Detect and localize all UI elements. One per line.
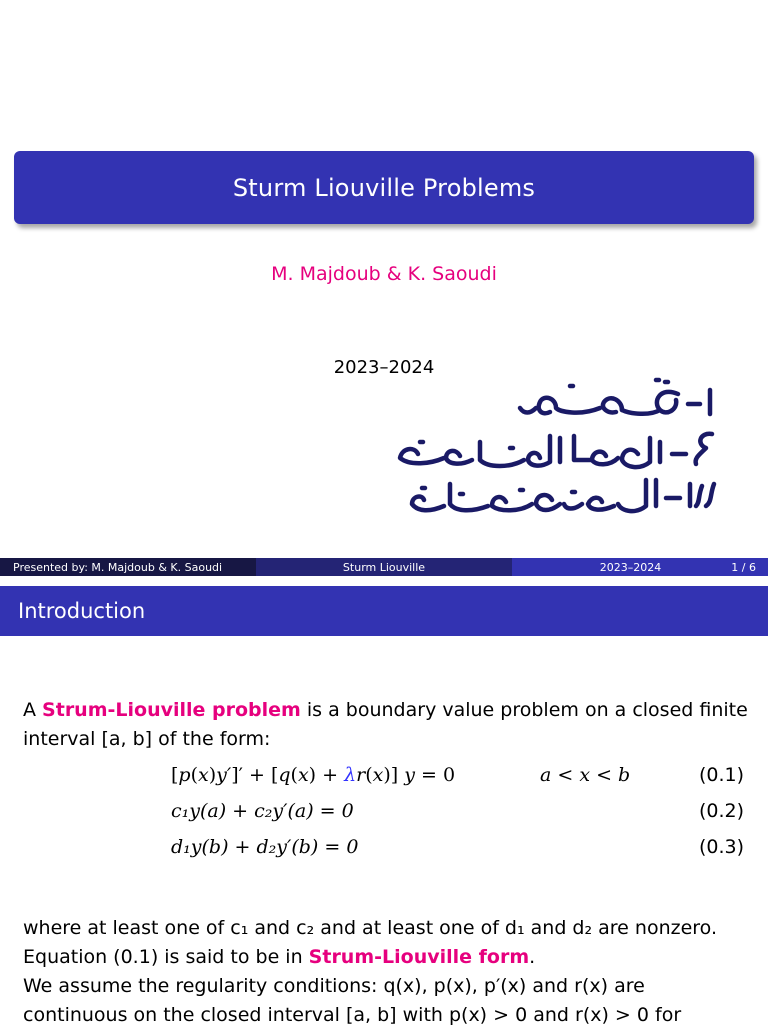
equation-row [0, 794, 768, 830]
footer-date: 2023–2024 [599, 560, 662, 574]
handwritten-line-1 [520, 380, 710, 414]
equation-number: (0.1) [698, 764, 744, 786]
text-span: Equation (0.1) is said to be in [23, 946, 309, 968]
equation-lhs: c₁y(a) + c₂y′(a) = 0 [171, 800, 354, 822]
footer-presenter [0, 558, 256, 576]
equation-number: (0.2) [698, 800, 744, 822]
title-banner [14, 151, 754, 224]
frame-title: Introduction [18, 599, 146, 623]
intro-text-end: is a boundary value problem on a closed finite interval [a, b] of the form: [23, 699, 748, 750]
presentation-title: Sturm Liouville Problems [232, 173, 536, 202]
equation-lhs: d₁y(b) + d₂y′(b) = 0 [171, 836, 359, 858]
equation-lhs: [p(x)y′]′ + [q(x) + λr(x)] y = 0 [171, 764, 456, 786]
footer-presenter-text: Presented by: M. Majdoub & K. Saoudi [13, 560, 223, 574]
presentation-date: 2023–2024 [333, 357, 435, 378]
equation-number: (0.3) [698, 836, 744, 858]
conditions-paragraph [23, 914, 753, 1030]
authors: M. Majdoub & K. Saoudi [271, 263, 497, 285]
equation-row [0, 830, 768, 866]
handwritten-line-3 [412, 480, 714, 511]
paragraph-line [23, 943, 753, 972]
intro-text-start: A [23, 699, 43, 721]
equation-condition: a < x < b [540, 764, 631, 786]
intro-paragraph [23, 696, 753, 754]
handwritten-arabic-annotation [360, 372, 740, 527]
equation-block [0, 758, 768, 866]
text-span: . [529, 946, 536, 968]
footer-info [512, 558, 768, 576]
footer-short-title-text: Sturm Liouville [342, 560, 426, 574]
handwritten-line-2 [400, 434, 712, 467]
paragraph-line: continuous on the closed interval [a, b] with p(x) > 0 and r(x) > 0 for [23, 1004, 682, 1026]
highlight-term: Strum-Liouville form [308, 946, 530, 968]
footer-short-title [256, 558, 512, 576]
paragraph-line: where at least one of c₁ and c₂ and at least one of d₁ and d₂ are nonzero. [23, 917, 718, 939]
introduction-slide [0, 576, 768, 1024]
paragraph-line: We assume the regularity conditions: q(x), p(x), p′(x) and r(x) are [23, 975, 645, 997]
intro-highlight-term: Strum-Liouville problem [42, 699, 301, 721]
slide-footer [0, 558, 768, 576]
equation-row [0, 758, 768, 794]
frame-title-bar [0, 586, 768, 636]
footer-page-number: 1 / 6 [731, 560, 756, 574]
